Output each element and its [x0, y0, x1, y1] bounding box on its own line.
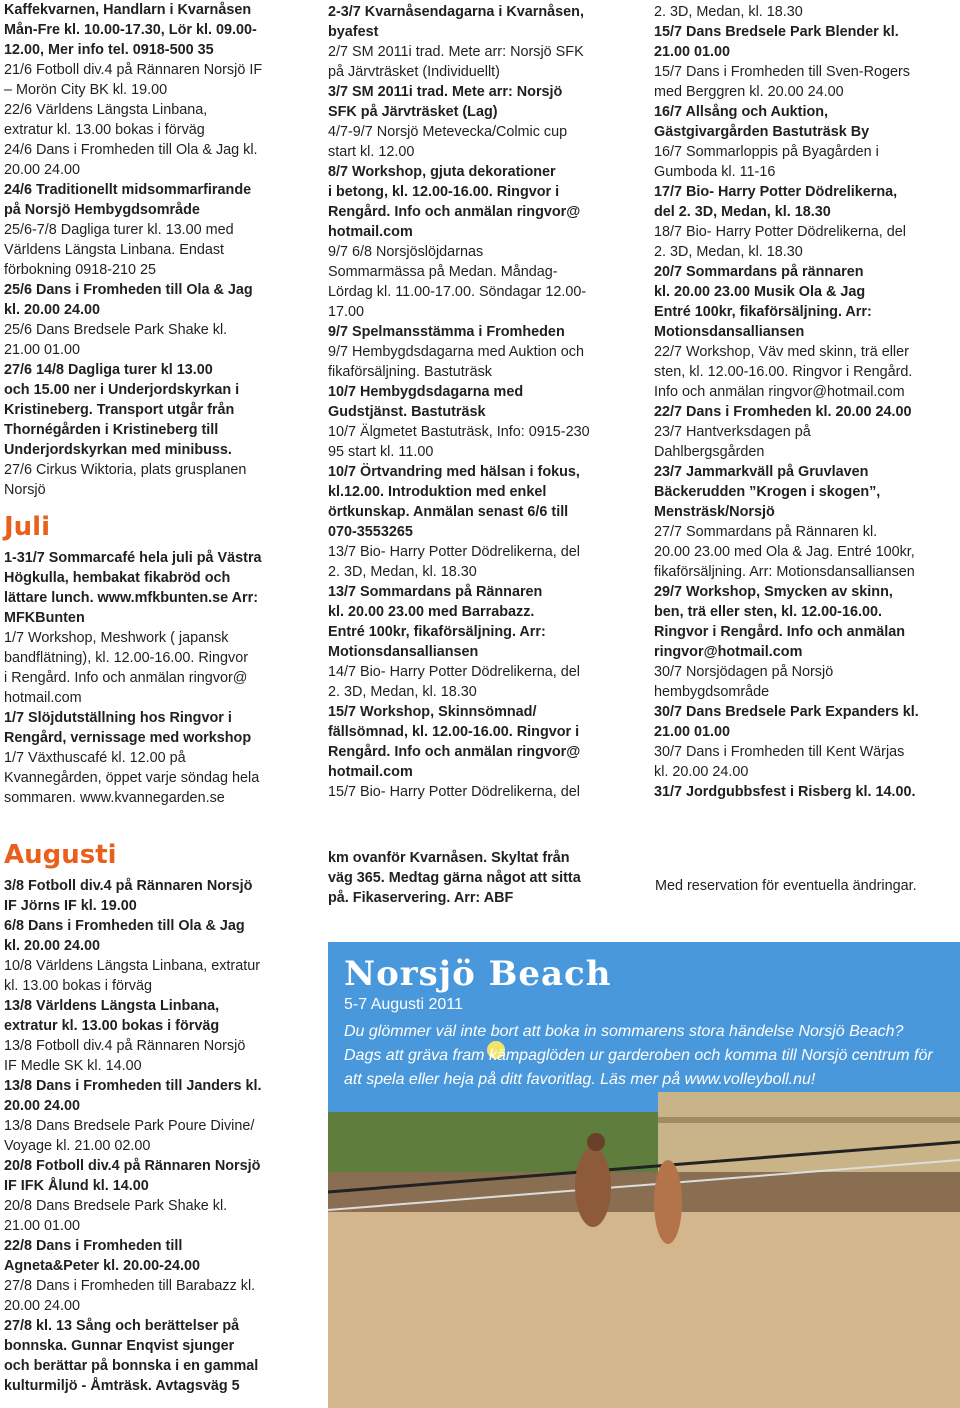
event-line: 16/7 Allsång och Auktion, [654, 104, 829, 120]
event-line: 1/7 Växthuscafé kl. 12.00 på [4, 750, 186, 766]
event-line: 9/7 Hembygdsdagarna med Auktion och [328, 344, 584, 360]
event-line: 21/6 Fotboll div.4 på Rännaren Norsjö IF [4, 62, 263, 78]
event-line: Gudstjänst. Bastuträsk [328, 404, 486, 420]
event-line: kl. 20.00 24.00 [4, 938, 101, 954]
event-line: fällsömnad, kl. 12.00-16.00. Ringvor i [328, 724, 580, 740]
event-line: kl. 13.00 bokas i förväg [4, 978, 152, 994]
event-line: IF Medle SK kl. 14.00 [4, 1058, 142, 1074]
event-line: fikaförsäljning. Arr: Motionsdansalliansen [654, 564, 915, 580]
column-2 [328, 2, 628, 802]
event-line: 6/8 Dans i Fromheden till Ola & Jag [4, 918, 245, 934]
event-line: 1/7 Slöjdutställning hos Ringvor i [4, 710, 232, 726]
event-line: väg 365. Medtag gärna något att sitta [328, 870, 581, 886]
event-line: Kristineberg. Transport utgår från [4, 402, 235, 418]
event-line: 13/7 Sommardans på Rännaren [328, 584, 543, 600]
event-line: på. Fikaservering. Arr: ABF [328, 890, 514, 906]
event-line: 13/8 Dans i Fromheden till Janders kl. [4, 1078, 262, 1094]
event-line: ringvor@hotmail.com [654, 644, 803, 660]
event-line: 20.00 23.00 med Ola & Jag. Entré 100kr, [654, 544, 915, 560]
event-line: Sommarmässa på Medan. Måndag- [328, 264, 558, 280]
event-line: 22/6 Världens Längsta Linbana, [4, 102, 208, 118]
event-line: Rengård. Info och anmälan ringvor@ [328, 204, 581, 220]
event-line: 22/7 Workshop, Väv med skinn, trä eller [654, 344, 909, 360]
norsjo-beach-ad [328, 942, 960, 1408]
event-line: Underjordskyrkan med minibuss. [4, 442, 232, 458]
event-line: 16/7 Sommarloppis på Byagården i [654, 144, 879, 160]
event-line: 20/8 Dans Bredsele Park Shake kl. [4, 1198, 228, 1214]
event-line: Mensträsk/Norsjö [654, 504, 775, 520]
event-line: Högkulla, hembakat fikabröd och [4, 570, 231, 586]
event-line: 2. 3D, Medan, kl. 18.30 [328, 564, 477, 580]
event-line: byafest [328, 24, 379, 40]
event-line: förbokning 0918-210 25 [4, 262, 157, 278]
event-line: hotmail.com [328, 764, 413, 780]
event-line: Motionsdansalliansen [654, 324, 805, 340]
disclaimer-note: Med reservation för eventuella ändringar. [655, 878, 917, 894]
event-line: 25/6 Dans i Fromheden till Ola & Jag [4, 282, 253, 298]
event-line: Ringvor i Rengård. Info och anmälan [654, 624, 906, 640]
event-line: och 15.00 ner i Underjordskyrkan i [4, 382, 240, 398]
event-line: 27/6 14/8 Dagliga turer kl 13.00 [4, 362, 213, 378]
event-line: i betong, kl. 12.00-16.00. Ringvor i [328, 184, 560, 200]
event-line: 27/8 Dans i Fromheden till Barabazz kl. [4, 1278, 256, 1294]
event-line: kulturmiljö - Åmträsk. Avtagsväg 5 [4, 1378, 240, 1394]
event-line: hotmail.com [4, 690, 82, 706]
event-line: 9/7 Spelmansstämma i Fromheden [328, 324, 565, 340]
event-line: 15/7 Dans Bredsele Park Blender kl. [654, 24, 899, 40]
event-line: Gästgivargården Bastuträsk By [654, 124, 870, 140]
column-1 [4, 0, 304, 808]
event-line: 4/7-9/7 Norsjö Metevecka/Colmic cup [328, 124, 568, 140]
event-line: 20/8 Fotboll div.4 på Rännaren Norsjö [4, 1158, 261, 1174]
event-line: 20.00 24.00 [4, 1298, 81, 1314]
event-line: 21.00 01.00 [4, 1218, 81, 1234]
event-line: 15/7 Bio- Harry Potter Dödrelikerna, del [328, 784, 580, 800]
event-line: 22/8 Dans i Fromheden till [4, 1238, 183, 1254]
event-line: 23/7 Hantverksdagen på [654, 424, 811, 440]
event-line: kl. 20.00 23.00 Musik Ola & Jag [654, 284, 866, 300]
event-line: 13/7 Bio- Harry Potter Dödrelikerna, del [328, 544, 580, 560]
event-line: 15/7 Dans i Fromheden till Sven-Rogers [654, 64, 910, 80]
event-line: 13/8 Världens Längsta Linbana, [4, 998, 220, 1014]
column-3 [654, 2, 958, 802]
event-line: 2/7 SM 2011i trad. Mete arr: Norsjö SFK [328, 44, 584, 60]
event-line: km ovanför Kvarnåsen. Skyltat från [328, 850, 570, 866]
event-line: Dahlbergsgården [654, 444, 765, 460]
beach-date: 5-7 Augusti 2011 [344, 996, 463, 1013]
event-line: hotmail.com [328, 224, 413, 240]
event-line: sommaren. www.kvannegarden.se [4, 790, 225, 806]
event-line: bonnska. Gunnar Enqvist sjunger [4, 1338, 235, 1354]
event-line: fikaförsäljning. Bastuträsk [328, 364, 492, 380]
event-line: 9/7 6/8 Norsjöslöjdarnas [328, 244, 484, 260]
event-line: 23/7 Jammarkväll på Gruvlaven [654, 464, 869, 480]
event-line: – Morön City BK kl. 19.00 [4, 82, 168, 98]
event-line: kl.12.00. Introduktion med enkel [328, 484, 547, 500]
event-line: IF IFK Ålund kl. 14.00 [4, 1178, 149, 1194]
event-line: start kl. 12.00 [328, 144, 415, 160]
event-line: 21.00 01.00 [654, 44, 731, 60]
event-line: 30/7 Norsjödagen på Norsjö [654, 664, 834, 680]
augusti-heading: Augusti [4, 840, 117, 870]
event-line: örtkunskap. Anmälan senast 6/6 till [328, 504, 569, 520]
juli-heading: Juli [4, 512, 51, 542]
event-line: 10/7 Älgmetet Bastuträsk, Info: 0915-230 [328, 424, 590, 440]
event-line: 15/7 Workshop, Skinnsömnad/ [328, 704, 537, 720]
event-line: Mån-Fre kl. 10.00-17.30, Lör kl. 09.00- [4, 22, 257, 38]
event-line: Rengård. Info och anmälan ringvor@ [328, 744, 581, 760]
event-line: på Norsjö Hembygdsområde [4, 202, 200, 218]
event-line: kl. 20.00 23.00 med Barrabazz. [328, 604, 535, 620]
event-line: 1/7 Workshop, Meshwork ( japansk [4, 630, 229, 646]
event-line: 17/7 Bio- Harry Potter Dödrelikerna, [654, 184, 898, 200]
event-line: 1-31/7 Sommarcafé hela juli på Västra [4, 550, 262, 566]
event-line: 24/6 Dans i Fromheden till Ola & Jag kl. [4, 142, 258, 158]
event-line: extratur kl. 13.00 bokas i förväg [4, 1018, 220, 1034]
event-line: 27/8 kl. 13 Sång och berättelser på [4, 1318, 240, 1334]
event-line: i Rengård. Info och anmälan ringvor@ [4, 670, 248, 686]
event-line: Lördag kl. 11.00-17.00. Söndagar 12.00- [328, 284, 587, 300]
event-line: 2. 3D, Medan, kl. 18.30 [654, 244, 803, 260]
event-line: lättare lunch. www.mfkbunten.se Arr: [4, 590, 259, 606]
event-line: 25/6 Dans Bredsele Park Shake kl. [4, 322, 228, 338]
event-line: 20/7 Sommardans på rännaren [654, 264, 864, 280]
event-line: Thornégården i Kristineberg till [4, 422, 219, 438]
event-line: del 2. 3D, Medan, kl. 18.30 [654, 204, 831, 220]
event-line: kl. 20.00 24.00 [4, 302, 101, 318]
event-line: 25/6-7/8 Dagliga turer kl. 13.00 med [4, 222, 234, 238]
beach-description: Du glömmer väl inte bort att boka in sommarens stora händelse Norsjö Beach? Dags att gräva fram kämpaglöden ur garderoben och komma till Norsjö centrum för att spela eller heja på ditt favoritlag. Läs mer på www.volleyboll.nu! [344, 1023, 933, 1088]
event-line: 10/8 Världens Längsta Linbana, extratur [4, 958, 261, 974]
event-line: IF Jörns IF kl. 19.00 [4, 898, 137, 914]
event-line: 29/7 Workshop, Smycken av skinn, [654, 584, 893, 600]
event-line: 2-3/7 Kvarnåsendagarna i Kvarnåsen, [328, 4, 584, 20]
event-line: på Järvträsket (Individuellt) [328, 64, 500, 80]
event-line: 30/7 Dans i Fromheden till Kent Wärjas [654, 744, 905, 760]
event-line: 27/6 Cirkus Wiktoria, plats grusplanen [4, 462, 247, 478]
event-line: kl. 20.00 24.00 [654, 764, 749, 780]
event-line: Världens Längsta Linbana. Endast [4, 242, 225, 258]
event-line: Bäckerudden ”Krogen i skogen”, [654, 484, 881, 500]
column-augusti [4, 876, 304, 1396]
event-line: Voyage kl. 21.00 02.00 [4, 1138, 151, 1154]
event-line: 20.00 24.00 [4, 1098, 81, 1114]
event-line: Norsjö [4, 482, 46, 498]
event-line: 21.00 01.00 [4, 342, 81, 358]
event-line: 2. 3D, Medan, kl. 18.30 [328, 684, 477, 700]
event-line: 10/7 Örtvandring med hälsan i fokus, [328, 464, 580, 480]
event-line: sten, kl. 12.00-16.00. Ringvor i Rengård. [654, 364, 913, 380]
event-line: bandflätning), kl. 12.00-16.00. Ringvor [4, 650, 248, 666]
event-line: 21.00 01.00 [654, 724, 731, 740]
event-line: 070-3553265 [328, 524, 413, 540]
event-line: 18/7 Bio- Harry Potter Dödrelikerna, del [654, 224, 906, 240]
event-line: Kaffekvarnen, Handlarn i Kvarnåsen [4, 2, 252, 18]
event-line: Info och anmälan ringvor@hotmail.com [654, 384, 905, 400]
event-line: Agneta&Peter kl. 20.00-24.00 [4, 1258, 200, 1274]
event-line: med Berggren kl. 20.00 24.00 [654, 84, 844, 100]
event-line: 95 start kl. 11.00 [328, 444, 434, 460]
event-line: 10/7 Hembygdsdagarna med [328, 384, 524, 400]
beach-title: Norsjö Beach [344, 954, 612, 994]
event-line: 13/8 Fotboll div.4 på Rännaren Norsjö [4, 1038, 246, 1054]
event-line: 14/7 Bio- Harry Potter Dödrelikerna, del [328, 664, 580, 680]
event-line: 20.00 24.00 [4, 162, 81, 178]
event-line: 27/7 Sommardans på Rännaren kl. [654, 524, 878, 540]
event-line: 30/7 Dans Bredsele Park Expanders kl. [654, 704, 919, 720]
event-line: ben, trä eller sten, kl. 12.00-16.00. [654, 604, 882, 620]
event-line: Rengård, vernissage med workshop [4, 730, 252, 746]
event-line: Entré 100kr, fikaförsäljning. Arr: [328, 624, 546, 640]
event-line: Kvannegården, öppet varje söndag hela [4, 770, 260, 786]
event-line: Motionsdansalliansen [328, 644, 479, 660]
event-line: 31/7 Jordgubbsfest i Risberg kl. 14.00. [654, 784, 916, 800]
event-line: 2. 3D, Medan, kl. 18.30 [654, 4, 803, 20]
event-line: och berättar på bonnska i en gammal [4, 1358, 259, 1374]
event-line: 3/8 Fotboll div.4 på Rännaren Norsjö [4, 878, 253, 894]
event-line: 12.00, Mer info tel. 0918-500 35 [4, 42, 214, 58]
event-line: 3/7 SM 2011i trad. Mete arr: Norsjö [328, 84, 563, 100]
event-line: hembygdsområde [654, 684, 770, 700]
event-line: 24/6 Traditionellt midsommarfirande [4, 182, 252, 198]
event-line: MFKBunten [4, 610, 85, 626]
event-line: 17.00 [328, 304, 365, 320]
event-line: 13/8 Dans Bredsele Park Poure Divine/ [4, 1118, 255, 1134]
event-line: Gumboda kl. 11-16 [654, 164, 776, 180]
event-line: 22/7 Dans i Fromheden kl. 20.00 24.00 [654, 404, 912, 420]
column-augusti-cont [328, 848, 628, 908]
event-line: SFK på Järvträsket (Lag) [328, 104, 498, 120]
event-line: Entré 100kr, fikaförsäljning. Arr: [654, 304, 872, 320]
event-line: extratur kl. 13.00 bokas i förväg [4, 122, 205, 138]
event-line: 8/7 Workshop, gjuta dekorationer [328, 164, 556, 180]
